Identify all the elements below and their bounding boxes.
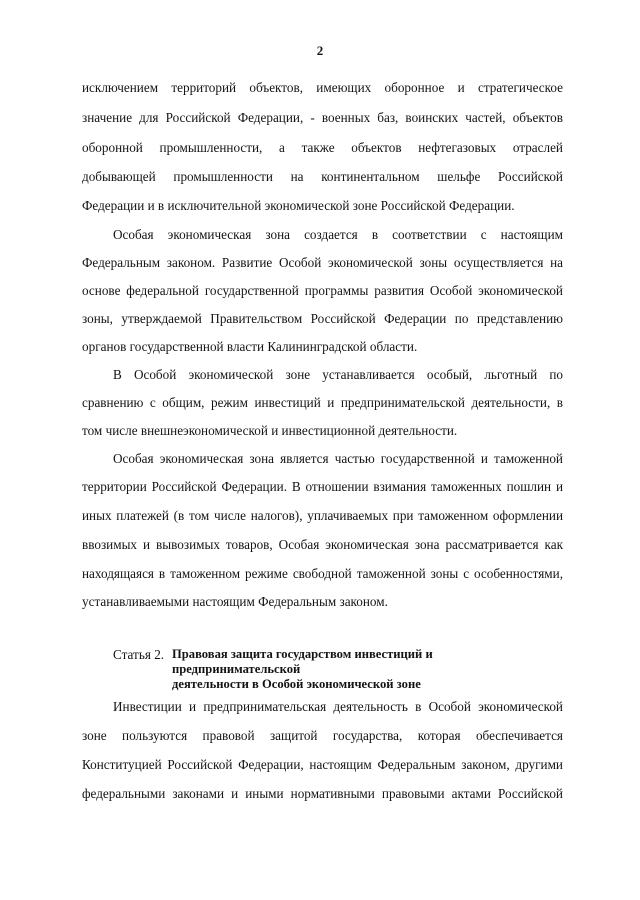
text-line: иных платежей (в том числе налогов), уплачиваемых при таможенном оформлении (82, 508, 563, 523)
text-line: добывающей промышленности на континентальном шельфе Российской (82, 169, 563, 184)
page-number: 2 (316, 43, 324, 58)
text-line: том числе внешнеэкономической и инвестиционной деятельности. (82, 423, 458, 438)
article-title-line: Правовая защита государством инвестиций и предпринимательской (172, 647, 433, 676)
text-line: Инвестиции и предпринимательская деятельность в Особой экономической (113, 699, 563, 714)
article-title-line: деятельности в Особой экономической зоне (172, 677, 421, 691)
text-line: федеральными законами и иными нормативными правовыми актами Российской (82, 786, 563, 801)
text-line: сравнению с общим, режим инвестиций и предпринимательской деятельности, в (82, 395, 563, 410)
text-line: органов государственной власти Калининградской области. (82, 339, 418, 354)
text-line: Федеральным законом. Развитие Особой экономической зоны осуществляется на (82, 255, 563, 270)
text-line: устанавливаемыми настоящим Федеральным законом. (82, 594, 388, 609)
text-line: территории Российской Федерации. В отношении взимания таможенных пошлин и (82, 479, 563, 494)
text-line: Особая экономическая зона создается в соответствии с настоящим (113, 227, 563, 242)
text-line: Конституцией Российской Федерации, настоящим Федеральным законом, другими (82, 757, 563, 772)
text-line: исключением территорий объектов, имеющих оборонное и стратегическое (82, 80, 563, 95)
text-line: зоны, утверждаемой Правительством Российской Федерации по представлению (82, 311, 563, 326)
text-line: Особая экономическая зона является частью государственной и таможенной (113, 451, 563, 466)
text-line: значение для Российской Федерации, - военных баз, воинских частей, объектов (82, 110, 563, 125)
text-line: зоне пользуются правовой защитой государства, которая обеспечивается (82, 728, 563, 743)
text-line: находящаяся в таможенном режиме свободной таможенной зоны с особенностями, (82, 566, 563, 581)
article-label: Статья 2. (113, 647, 165, 662)
article-title (172, 647, 564, 692)
text-line: В Особой экономической зоне устанавливается особый, льготный по (113, 367, 563, 382)
text-line: оборонной промышленности, а также объектов нефтегазовых отраслей (82, 140, 563, 155)
text-line: ввозимых и вывозимых товаров, Особая экономическая зона рассматривается как (82, 537, 563, 552)
text-line: Федерации и в исключительной экономической зоне Российской Федерации. (82, 198, 515, 213)
text-line: основе федеральной государственной программы развития Особой экономической (82, 283, 563, 298)
